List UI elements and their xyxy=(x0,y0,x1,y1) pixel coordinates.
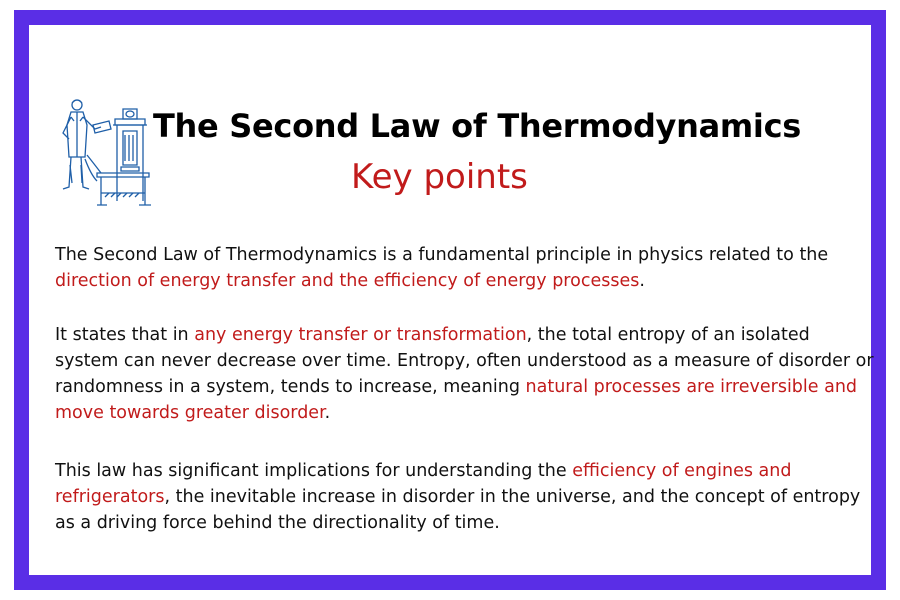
body-text: It states that in xyxy=(55,325,195,345)
body-text: The Second Law of Thermodynamics is a fundamental principle in physics related to the xyxy=(55,245,829,265)
content-card xyxy=(14,10,886,590)
body-text: This law has significant implications for understanding the xyxy=(55,461,573,481)
body-text: , the inevitable increase in disorder in the universe, and the concept of entropy as a driving force behind the directionality of time. xyxy=(55,487,861,533)
body-text: . xyxy=(324,403,331,423)
highlighted-text: any energy transfer or transformation xyxy=(194,325,527,345)
paragraph-implications xyxy=(55,458,875,536)
page-title: The Second Law of Thermodynamics xyxy=(153,107,802,145)
highlighted-text: direction of energy transfer and the efficiency of energy processes xyxy=(55,271,640,291)
paragraph-intro xyxy=(55,242,875,294)
scientist-illustration-icon xyxy=(51,95,157,213)
highlighted-text: efficiency of engines and refrigerators xyxy=(55,461,792,507)
page-subtitle: Key points xyxy=(351,157,528,197)
paragraph-entropy xyxy=(55,322,875,426)
body-text: , the total entropy of an isolated system can never decrease over time. Entropy, often understood as a measure of disorder or randomness in a system, tends to increase, meaning xyxy=(55,325,874,397)
highlighted-text: natural processes are irreversible and move towards greater disorder xyxy=(55,377,858,423)
body-text: . xyxy=(639,271,645,291)
